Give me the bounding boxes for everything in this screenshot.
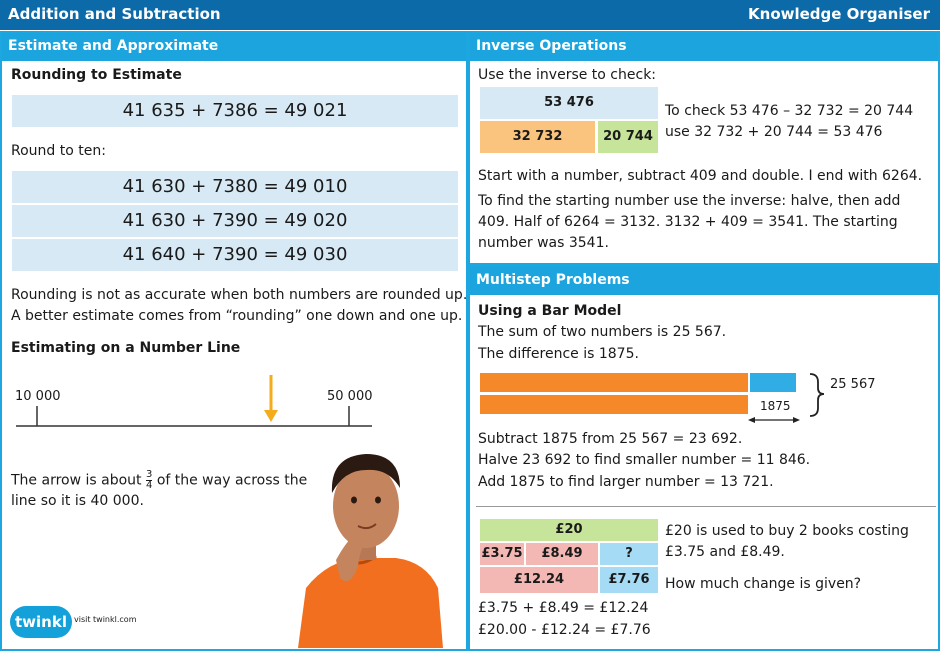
brace-icon bbox=[810, 374, 824, 416]
main-equation: 41 635 + 7386 = 49 021 bbox=[12, 95, 458, 127]
money-total: £20 bbox=[480, 519, 658, 541]
fraction: $\frac{3}{4}$ bbox=[145, 469, 153, 491]
twinkl-logo: twinkl bbox=[10, 606, 72, 638]
page-title: Addition and Subtraction bbox=[8, 5, 221, 23]
sum-statement: The sum of two numbers is 25 567. bbox=[478, 324, 727, 340]
rounded-equation-3: 41 640 + 7390 = 49 030 bbox=[12, 239, 458, 271]
numberline-right-label: 50 000 bbox=[327, 389, 373, 404]
difference-statement: The difference is 1875. bbox=[478, 346, 639, 362]
bar-top-53476: 53 476 bbox=[480, 87, 658, 119]
money-change: £7.76 bbox=[600, 567, 658, 593]
inverse-heading: Inverse Operations bbox=[470, 33, 938, 61]
money-book-a: £3.75 bbox=[480, 543, 524, 565]
money-sum: £12.24 bbox=[480, 567, 598, 593]
bar-model-title: Using a Bar Model bbox=[478, 303, 622, 319]
multistep-heading: Multistep Problems bbox=[470, 267, 938, 295]
inverse-solution-3: number was 3541. bbox=[478, 235, 609, 251]
money-solution-1: £3.75 + £8.49 = £12.24 bbox=[478, 600, 649, 616]
difference-label: 1875 bbox=[760, 399, 791, 413]
number-line bbox=[10, 370, 380, 432]
numberline-left-label: 10 000 bbox=[15, 389, 61, 404]
inverse-solution-1: To find the starting number use the inverse: halve, then add bbox=[478, 193, 901, 209]
bar-smaller-number bbox=[480, 395, 748, 414]
arrow-text-line2: line so it is 40 000. bbox=[11, 493, 144, 509]
money-unknown: ? bbox=[600, 543, 658, 565]
arrow-text-line1: The arrow is about $\frac{3}{4}$ of the way across the bbox=[11, 469, 308, 491]
bar-part-20744: 20 744 bbox=[598, 121, 658, 153]
top-header bbox=[0, 0, 940, 30]
rounding-title: Rounding to Estimate bbox=[11, 67, 182, 83]
estimate-heading: Estimate and Approximate bbox=[2, 33, 466, 61]
rounded-equation-2: 41 630 + 7390 = 49 020 bbox=[12, 205, 458, 237]
money-problem-1: £20 is used to buy 2 books costing bbox=[665, 523, 909, 539]
page-subtitle: Knowledge Organiser bbox=[748, 5, 930, 23]
inverse-intro: Use the inverse to check: bbox=[478, 67, 657, 83]
rounding-note-2: A better estimate comes from “rounding” one down and one up. bbox=[11, 308, 463, 324]
solution-step-1: Subtract 1875 from 25 567 = 23 692. bbox=[478, 431, 743, 447]
check-line-2: use 32 732 + 20 744 = 53 476 bbox=[665, 124, 883, 140]
inverse-problem: Start with a number, subtract 409 and double. I end with 6264. bbox=[478, 168, 923, 184]
bar-larger-number bbox=[480, 373, 748, 392]
money-problem-2: £3.75 and £8.49. bbox=[665, 544, 785, 560]
arrow-down-icon bbox=[264, 375, 278, 422]
rounded-equation-1: 41 630 + 7380 = 49 010 bbox=[12, 171, 458, 203]
numberline-title: Estimating on a Number Line bbox=[11, 340, 241, 356]
twinkl-url: visit twinkl.com bbox=[74, 615, 137, 624]
money-solution-2: £20.00 - £12.24 = £7.76 bbox=[478, 622, 651, 638]
money-question: How much change is given? bbox=[665, 576, 862, 592]
solution-step-2: Halve 23 692 to find smaller number = 11 846. bbox=[478, 452, 811, 468]
money-book-b: £8.49 bbox=[526, 543, 598, 565]
section-divider bbox=[476, 506, 936, 507]
bar-part-32732: 32 732 bbox=[480, 121, 595, 153]
inverse-solution-2: 409. Half of 6264 = 3132. 3132 + 409 = 3541. The starting bbox=[478, 214, 898, 230]
sum-label: 25 567 bbox=[830, 377, 876, 392]
solution-step-3: Add 1875 to find larger number = 13 721. bbox=[478, 474, 774, 490]
round-label: Round to ten: bbox=[11, 143, 106, 159]
check-line-1: To check 53 476 – 32 732 = 20 744 bbox=[665, 103, 914, 119]
rounding-note-1: Rounding is not as accurate when both numbers are rounded up. bbox=[11, 287, 468, 303]
thinking-boy-illustration bbox=[288, 448, 443, 648]
